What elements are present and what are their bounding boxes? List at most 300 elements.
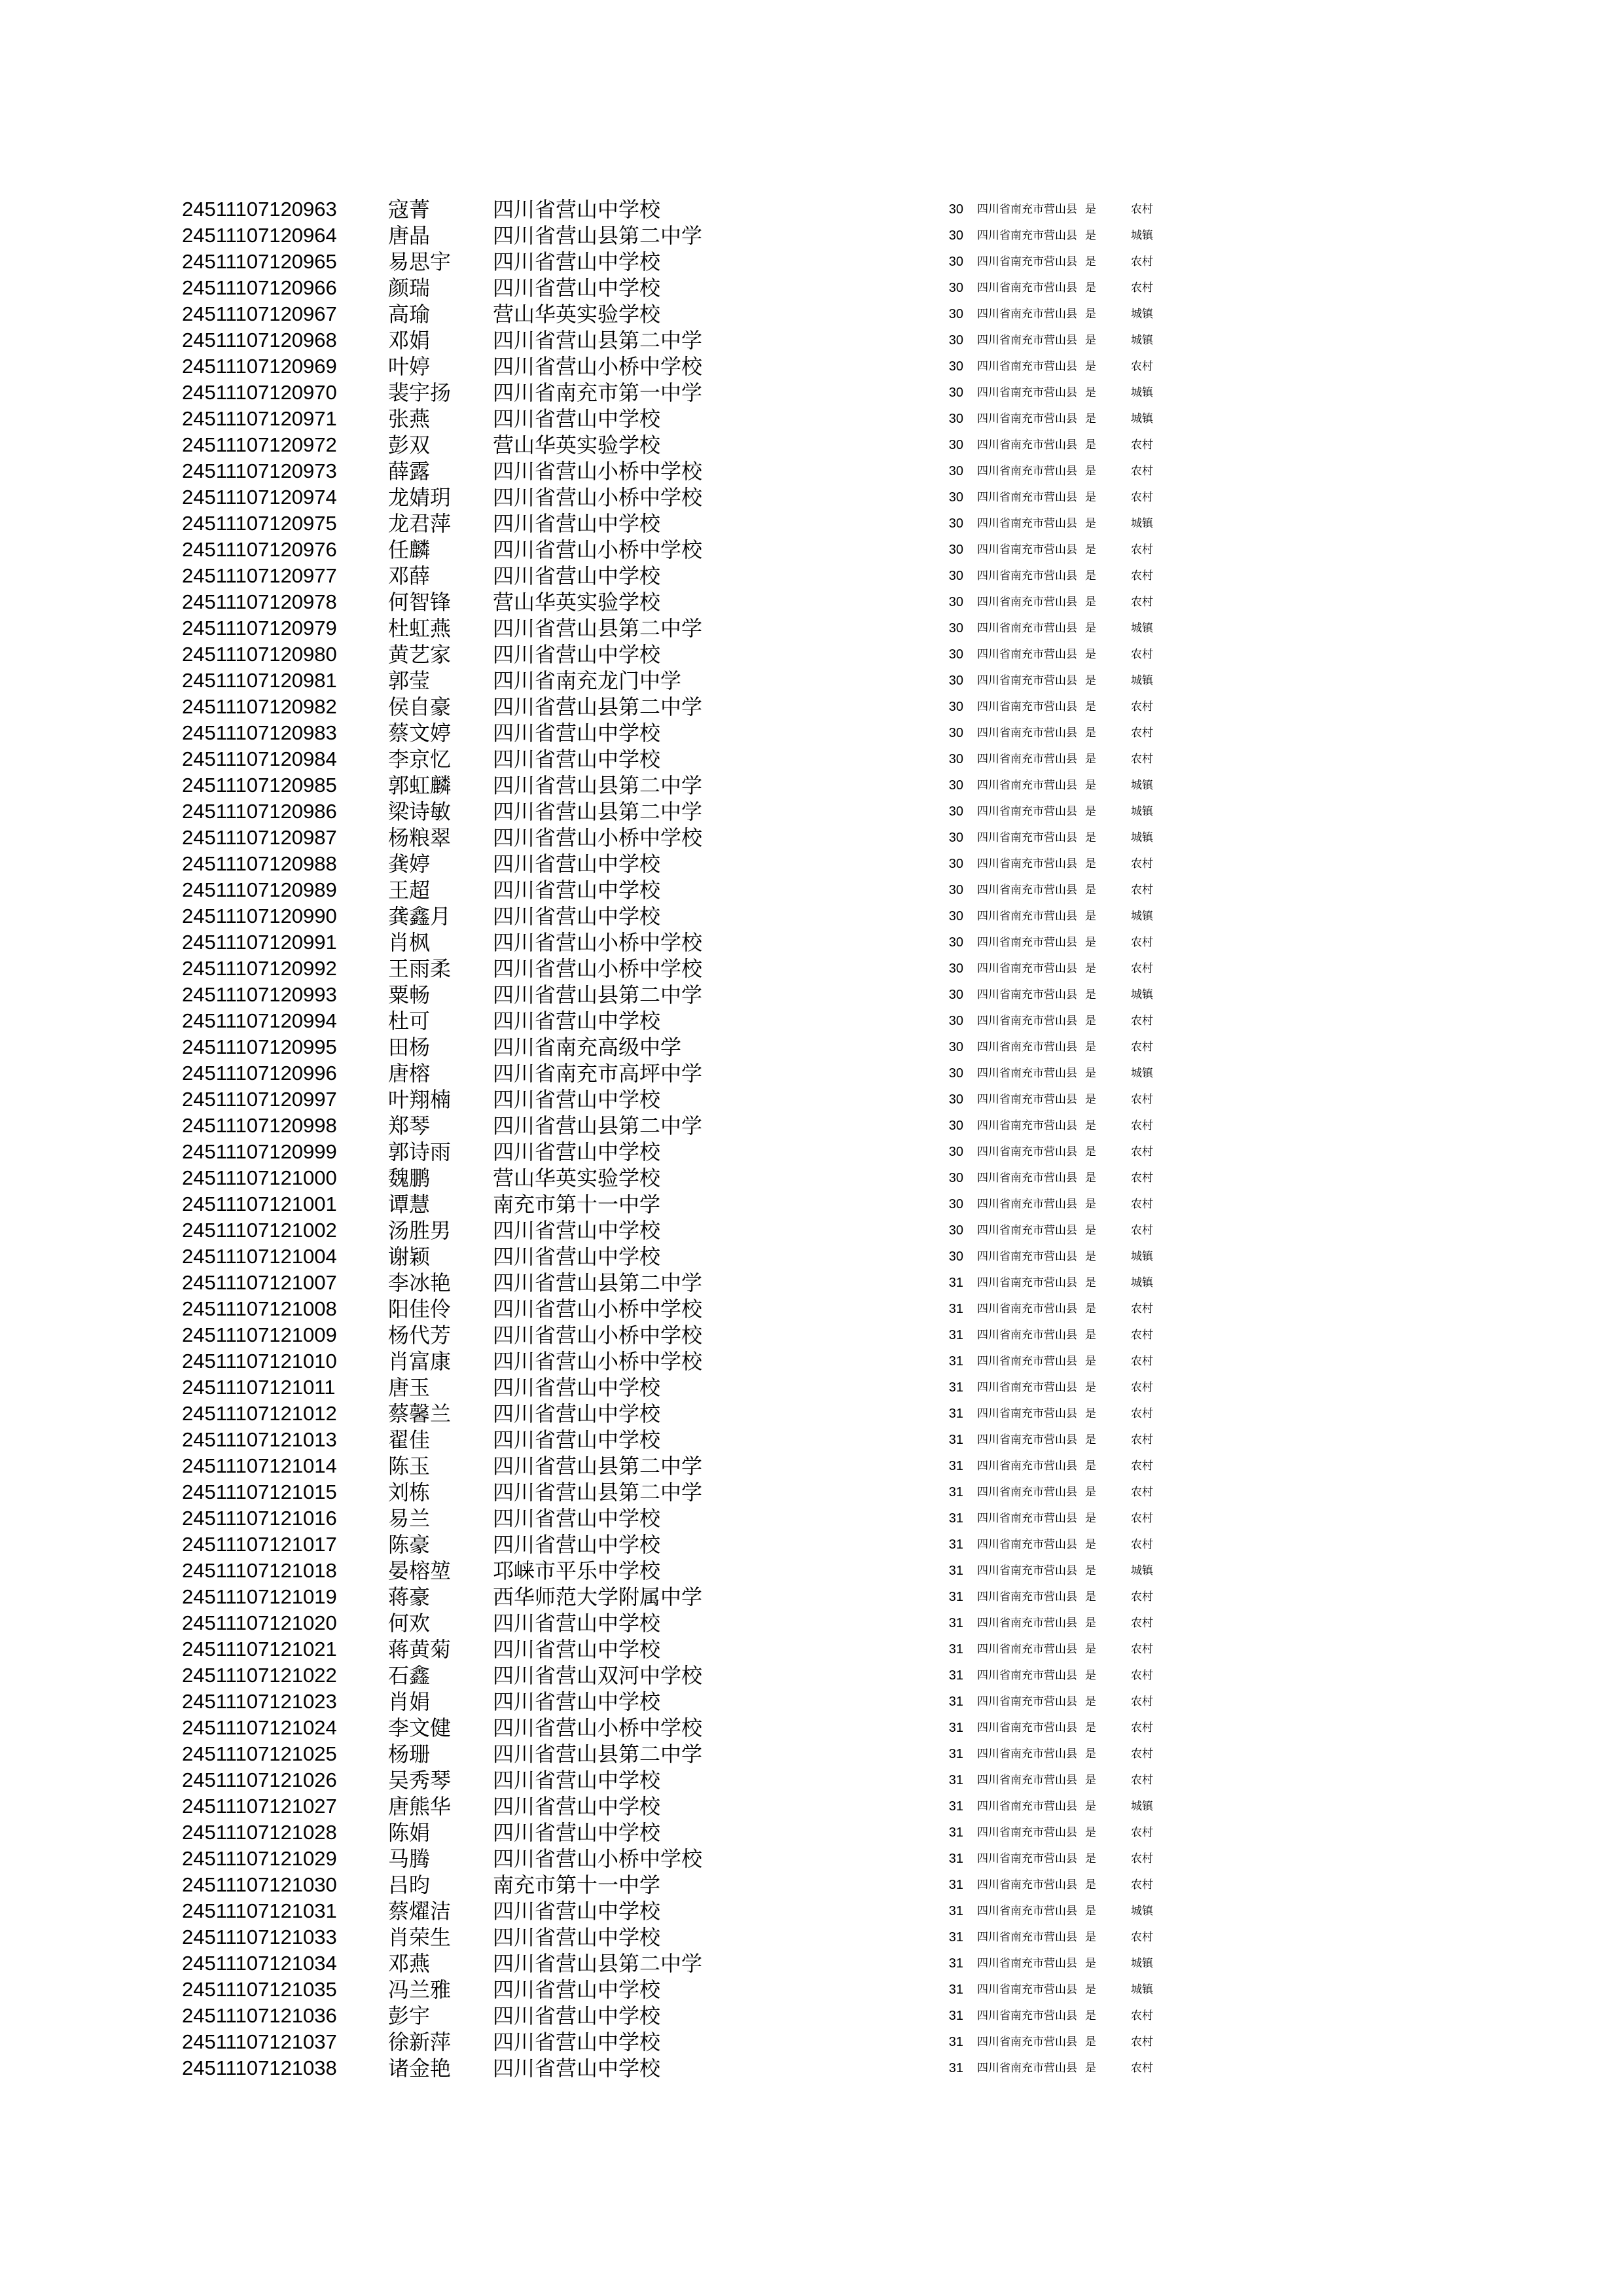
region-cell: 四川省南充市营山县 [977,1748,1077,1760]
flag-cell: 是 [1085,1983,1096,1996]
student-name-cell: 王雨柔 [388,957,452,980]
student-name-cell: 任麟 [388,538,431,562]
day-cell: 31 [948,1459,963,1473]
residence-cell: 农村 [1131,753,1153,765]
exam-id-cell: 24511107120991 [182,931,337,954]
table-row [0,1505,1623,1532]
region-cell: 四川省南充市营山县 [977,203,1077,215]
residence-cell: 农村 [1131,1460,1153,1472]
residence-cell: 农村 [1131,281,1153,294]
school-cell: 四川省营山中学校 [493,1507,661,1530]
residence-cell: 城镇 [1131,910,1153,922]
residence-cell: 农村 [1131,1931,1153,1943]
exam-id-cell: 24511107121018 [182,1559,337,1582]
region-cell: 四川省南充市营山县 [977,491,1077,503]
student-name-cell: 龙君萍 [388,512,452,535]
school-cell: 四川省南充市第一中学 [493,381,703,404]
residence-cell: 农村 [1131,596,1153,608]
flag-cell: 是 [1085,281,1096,294]
flag-cell: 是 [1085,910,1096,922]
student-name-cell: 吕昀 [388,1873,431,1897]
flag-cell: 是 [1085,1826,1096,1839]
table-row [0,1662,1623,1689]
residence-cell: 城镇 [1131,1564,1153,1577]
flag-cell: 是 [1085,1905,1096,1917]
residence-cell: 城镇 [1131,622,1153,634]
table-row [0,825,1623,851]
student-name-cell: 吴秀琴 [388,1768,452,1792]
school-cell: 四川省营山中学校 [493,852,661,876]
residence-cell: 农村 [1131,1643,1153,1655]
flag-cell: 是 [1085,1172,1096,1184]
student-name-cell: 肖富康 [388,1350,452,1373]
region-cell: 四川省南充市营山县 [977,1460,1077,1472]
region-cell: 四川省南充市营山县 [977,2036,1077,2048]
flag-cell: 是 [1085,334,1096,346]
school-cell: 西华师范大学附属中学 [493,1585,703,1609]
student-name-cell: 邓燕 [388,1952,431,1975]
residence-cell: 农村 [1131,1119,1153,1132]
region-cell: 四川省南充市营山县 [977,1486,1077,1498]
day-cell: 30 [948,961,963,976]
student-name-cell: 唐晶 [388,224,431,247]
table-row [0,1846,1623,1872]
day-cell: 30 [948,595,963,609]
day-cell: 30 [948,255,963,269]
region-cell: 四川省南充市营山县 [977,281,1077,294]
day-cell: 31 [948,1511,963,1526]
table-row [0,877,1623,903]
school-cell: 四川省营山县第二中学 [493,1114,703,1138]
student-name-cell: 邓娟 [388,329,431,352]
exam-id-cell: 24511107120973 [182,459,337,482]
flag-cell: 是 [1085,1852,1096,1865]
residence-cell: 农村 [1131,884,1153,896]
school-cell: 四川省营山中学校 [493,643,661,666]
exam-id-cell: 24511107121019 [182,1585,337,1608]
exam-id-cell: 24511107121020 [182,1611,337,1634]
school-cell: 四川省营山中学校 [493,1821,661,1844]
region-cell: 四川省南充市营山县 [977,753,1077,765]
flag-cell: 是 [1085,884,1096,896]
residence-cell: 农村 [1131,648,1153,660]
day-cell: 30 [948,1197,963,1211]
student-name-cell: 杨珊 [388,1742,431,1766]
flag-cell: 是 [1085,412,1096,425]
school-cell: 四川省营山中学校 [493,1611,661,1635]
table-row [0,694,1623,720]
exam-id-cell: 24511107120974 [182,486,337,509]
region-cell: 四川省南充市营山县 [977,1878,1077,1891]
exam-id-cell: 24511107121033 [182,1926,337,1948]
student-name-cell: 徐新萍 [388,2030,452,2054]
school-cell: 四川省营山中学校 [493,1533,661,1556]
region-cell: 四川省南充市营山县 [977,1774,1077,1786]
table-row [0,275,1623,301]
school-cell: 四川省营山县第二中学 [493,800,703,823]
flag-cell: 是 [1085,1957,1096,1969]
school-cell: 四川省营山小桥中学校 [493,957,703,980]
table-row [0,929,1623,956]
table-row [0,1558,1623,1584]
day-cell: 30 [948,804,963,819]
exam-id-cell: 24511107120993 [182,983,337,1006]
table-row [0,1165,1623,1191]
school-cell: 四川省营山中学校 [493,1795,661,1818]
student-name-cell: 梁诗敏 [388,800,452,823]
exam-id-cell: 24511107120966 [182,276,337,299]
region-cell: 四川省南充市营山县 [977,1041,1077,1053]
day-cell: 30 [948,831,963,845]
student-name-cell: 黄艺家 [388,643,452,666]
exam-id-cell: 24511107120987 [182,826,337,849]
flag-cell: 是 [1085,1721,1096,1734]
day-cell: 30 [948,700,963,714]
table-row [0,1191,1623,1217]
school-cell: 营山华英实验学校 [493,302,661,326]
region-cell: 四川省南充市营山县 [977,255,1077,268]
region-cell: 四川省南充市营山县 [977,1590,1077,1603]
flag-cell: 是 [1085,203,1096,215]
flag-cell: 是 [1085,1224,1096,1236]
exam-id-cell: 24511107120997 [182,1088,337,1111]
day-cell: 31 [948,1433,963,1447]
flag-cell: 是 [1085,1878,1096,1891]
school-cell: 四川省营山县第二中学 [493,1271,703,1295]
day-cell: 30 [948,1223,963,1238]
day-cell: 31 [948,1380,963,1395]
day-cell: 31 [948,1354,963,1369]
flag-cell: 是 [1085,1302,1096,1315]
table-row [0,1427,1623,1453]
table-row [0,1977,1623,2003]
exam-id-cell: 24511107120983 [182,721,337,744]
table-row [0,1479,1623,1505]
residence-cell: 城镇 [1131,805,1153,817]
flag-cell: 是 [1085,386,1096,399]
day-cell: 31 [948,1537,963,1552]
table-row [0,223,1623,249]
student-name-cell: 郑琴 [388,1114,431,1138]
region-cell: 四川省南充市营山县 [977,1276,1077,1289]
day-cell: 31 [948,2009,963,2023]
table-row [0,1610,1623,1636]
table-row [0,1296,1623,1322]
region-cell: 四川省南充市营山县 [977,1512,1077,1524]
day-cell: 30 [948,1040,963,1054]
table-row [0,772,1623,798]
school-cell: 四川省营山小桥中学校 [493,1350,703,1373]
student-name-cell: 龙婧玥 [388,486,452,509]
school-cell: 四川省营山中学校 [493,1638,661,1661]
school-cell: 四川省营山中学校 [493,747,661,771]
table-row [0,1872,1623,1898]
day-cell: 30 [948,464,963,478]
exam-id-cell: 24511107120998 [182,1114,337,1137]
exam-id-cell: 24511107121009 [182,1323,337,1346]
student-name-cell: 唐玉 [388,1376,431,1399]
student-name-cell: 汤胜男 [388,1219,452,1242]
flag-cell: 是 [1085,1041,1096,1053]
table-row [0,956,1623,982]
flag-cell: 是 [1085,1433,1096,1446]
table-row [0,746,1623,772]
day-cell: 30 [948,281,963,295]
student-name-cell: 薛露 [388,459,431,483]
school-cell: 四川省营山中学校 [493,905,661,928]
region-cell: 四川省南充市营山县 [977,857,1077,870]
day-cell: 30 [948,621,963,636]
table-row [0,196,1623,223]
region-cell: 四川省南充市营山县 [977,439,1077,451]
school-cell: 四川省营山中学校 [493,878,661,902]
day-cell: 30 [948,1066,963,1081]
flag-cell: 是 [1085,805,1096,817]
residence-cell: 农村 [1131,1407,1153,1420]
student-name-cell: 田杨 [388,1035,431,1059]
flag-cell: 是 [1085,988,1096,1001]
day-cell: 30 [948,569,963,583]
region-cell: 四川省南充市营山县 [977,569,1077,582]
residence-cell: 农村 [1131,543,1153,556]
exam-id-cell: 24511107120995 [182,1035,337,1058]
region-cell: 四川省南充市营山县 [977,465,1077,477]
day-cell: 30 [948,412,963,426]
school-cell: 四川省营山中学校 [493,1402,661,1426]
day-cell: 30 [948,333,963,348]
region-cell: 四川省南充市营山县 [977,936,1077,948]
school-cell: 四川省营山中学校 [493,2004,661,2028]
student-name-cell: 唐榕 [388,1062,431,1085]
residence-cell: 农村 [1131,1721,1153,1734]
day-cell: 31 [948,1407,963,1421]
flag-cell: 是 [1085,831,1096,844]
exam-id-cell: 24511107120996 [182,1062,337,1085]
day-cell: 31 [948,1904,963,1918]
school-cell: 四川省营山县第二中学 [493,1742,703,1766]
region-cell: 四川省南充市营山县 [977,1721,1077,1734]
flag-cell: 是 [1085,1669,1096,1681]
school-cell: 四川省营山中学校 [493,1690,661,1713]
residence-cell: 农村 [1131,255,1153,268]
table-row [0,1532,1623,1558]
region-cell: 四川省南充市营山县 [977,334,1077,346]
residence-cell: 城镇 [1131,1905,1153,1917]
table-row [0,1034,1623,1060]
table-row [0,903,1623,929]
student-name-cell: 魏鹏 [388,1166,431,1190]
exam-id-cell: 24511107121023 [182,1690,337,1713]
residence-cell: 农村 [1131,2062,1153,2074]
region-cell: 四川省南充市营山县 [977,1905,1077,1917]
exam-id-cell: 24511107121031 [182,1899,337,1922]
day-cell: 31 [948,1616,963,1630]
student-name-cell: 李京忆 [388,747,452,771]
flag-cell: 是 [1085,1486,1096,1498]
exam-id-cell: 24511107120964 [182,224,337,247]
exam-id-cell: 24511107121024 [182,1716,337,1739]
student-name-cell: 叶婷 [388,355,431,378]
school-cell: 四川省营山双河中学校 [493,1664,703,1687]
student-name-cell: 杜虹燕 [388,617,452,640]
student-name-cell: 刘栋 [388,1480,431,1504]
exam-id-cell: 24511107120988 [182,852,337,875]
residence-cell: 农村 [1131,1590,1153,1603]
student-name-cell: 石鑫 [388,1664,431,1687]
day-cell: 30 [948,1119,963,1133]
table-row [0,1689,1623,1715]
school-cell: 四川省营山中学校 [493,407,661,431]
residence-cell: 农村 [1131,1878,1153,1891]
flag-cell: 是 [1085,622,1096,634]
exam-id-cell: 24511107120989 [182,878,337,901]
region-cell: 四川省南充市营山县 [977,962,1077,975]
region-cell: 四川省南充市营山县 [977,360,1077,372]
day-cell: 31 [948,1773,963,1787]
flag-cell: 是 [1085,1145,1096,1158]
region-cell: 四川省南充市营山县 [977,648,1077,660]
day-cell: 30 [948,1171,963,1185]
residence-cell: 农村 [1131,465,1153,477]
flag-cell: 是 [1085,1329,1096,1341]
residence-cell: 城镇 [1131,386,1153,399]
region-cell: 四川省南充市营山县 [977,308,1077,320]
student-name-cell: 蔡燿洁 [388,1899,452,1923]
day-cell: 31 [948,1485,963,1499]
exam-id-cell: 24511107120963 [182,198,337,221]
school-cell: 南充市第十一中学 [493,1193,661,1216]
region-cell: 四川省南充市营山县 [977,517,1077,529]
day-cell: 30 [948,359,963,374]
table-row [0,1584,1623,1610]
region-cell: 四川省南充市营山县 [977,779,1077,791]
student-name-cell: 蒋豪 [388,1585,431,1609]
exam-id-cell: 24511107120985 [182,774,337,797]
region-cell: 四川省南充市营山县 [977,674,1077,687]
flag-cell: 是 [1085,1276,1096,1289]
table-row [0,1217,1623,1244]
flag-cell: 是 [1085,1695,1096,1708]
residence-cell: 城镇 [1131,412,1153,425]
day-cell: 31 [948,1982,963,1997]
flag-cell: 是 [1085,596,1096,608]
table-row [0,1401,1623,1427]
school-cell: 四川省营山县第二中学 [493,329,703,352]
exam-id-cell: 24511107121017 [182,1533,337,1556]
residence-cell: 农村 [1131,1014,1153,1027]
flag-cell: 是 [1085,1931,1096,1943]
flag-cell: 是 [1085,465,1096,477]
flag-cell: 是 [1085,674,1096,687]
residence-cell: 城镇 [1131,988,1153,1001]
residence-cell: 城镇 [1131,334,1153,346]
region-cell: 四川省南充市营山县 [977,726,1077,739]
region-cell: 四川省南充市营山县 [977,1014,1077,1027]
region-cell: 四川省南充市营山县 [977,543,1077,556]
exam-id-cell: 24511107120992 [182,957,337,980]
day-cell: 30 [948,202,963,217]
exam-id-cell: 24511107121026 [182,1768,337,1791]
exam-id-cell: 24511107120990 [182,905,337,927]
school-cell: 四川省营山中学校 [493,276,661,300]
exam-id-cell: 24511107121029 [182,1847,337,1870]
region-cell: 四川省南充市营山县 [977,1433,1077,1446]
table-row [0,1715,1623,1741]
student-name-cell: 郭莹 [388,669,431,692]
residence-cell: 农村 [1131,1433,1153,1446]
school-cell: 四川省营山县第二中学 [493,774,703,797]
school-cell: 四川省营山中学校 [493,1376,661,1399]
day-cell: 30 [948,726,963,740]
flag-cell: 是 [1085,1617,1096,1629]
school-cell: 四川省营山县第二中学 [493,1454,703,1478]
student-name-cell: 颜瑞 [388,276,431,300]
student-name-cell: 冯兰雅 [388,1978,452,2001]
student-name-cell: 翟佳 [388,1428,431,1452]
residence-cell: 城镇 [1131,308,1153,320]
student-name-cell: 杨粮翠 [388,826,452,850]
student-name-cell: 何智锋 [388,590,452,614]
table-row [0,380,1623,406]
region-cell: 四川省南充市营山县 [977,1800,1077,1812]
exam-id-cell: 24511107121002 [182,1219,337,1242]
school-cell: 四川省营山中学校 [493,1428,661,1452]
school-cell: 四川省营山小桥中学校 [493,538,703,562]
day-cell: 31 [948,1878,963,1892]
exam-id-cell: 24511107121021 [182,1638,337,1660]
region-cell: 四川省南充市营山县 [977,229,1077,242]
residence-cell: 农村 [1131,569,1153,582]
residence-cell: 城镇 [1131,1800,1153,1812]
table-row [0,1767,1623,1793]
school-cell: 四川省营山中学校 [493,1768,661,1792]
school-cell: 四川省营山小桥中学校 [493,1847,703,1871]
table-row [0,563,1623,589]
region-cell: 四川省南充市营山县 [977,2009,1077,2022]
table-row [0,1322,1623,1348]
table-row [0,1139,1623,1165]
region-cell: 四川省南充市营山县 [977,1643,1077,1655]
residence-cell: 农村 [1131,2009,1153,2022]
exam-id-cell: 24511107120970 [182,381,337,404]
day-cell: 30 [948,307,963,321]
table-row [0,1741,1623,1767]
school-cell: 四川省营山中学校 [493,564,661,588]
school-cell: 四川省营山小桥中学校 [493,459,703,483]
table-row [0,327,1623,353]
school-cell: 营山华英实验学校 [493,590,661,614]
student-name-cell: 阳佳伶 [388,1297,452,1321]
region-cell: 四川省南充市营山县 [977,1564,1077,1577]
exam-id-cell: 24511107121016 [182,1507,337,1530]
student-name-cell: 龚婷 [388,852,431,876]
student-name-cell: 陈豪 [388,1533,431,1556]
student-name-cell: 肖枫 [388,931,431,954]
school-cell: 四川省营山小桥中学校 [493,931,703,954]
residence-cell: 农村 [1131,1172,1153,1184]
day-cell: 31 [948,2035,963,2049]
school-cell: 四川省营山县第二中学 [493,617,703,640]
flag-cell: 是 [1085,1643,1096,1655]
student-name-cell: 粟畅 [388,983,431,1007]
residence-cell: 城镇 [1131,229,1153,242]
day-cell: 30 [948,647,963,662]
day-cell: 30 [948,883,963,897]
region-cell: 四川省南充市营山县 [977,1355,1077,1367]
table-row [0,2003,1623,2029]
region-cell: 四川省南充市营山县 [977,805,1077,817]
flag-cell: 是 [1085,1250,1096,1263]
